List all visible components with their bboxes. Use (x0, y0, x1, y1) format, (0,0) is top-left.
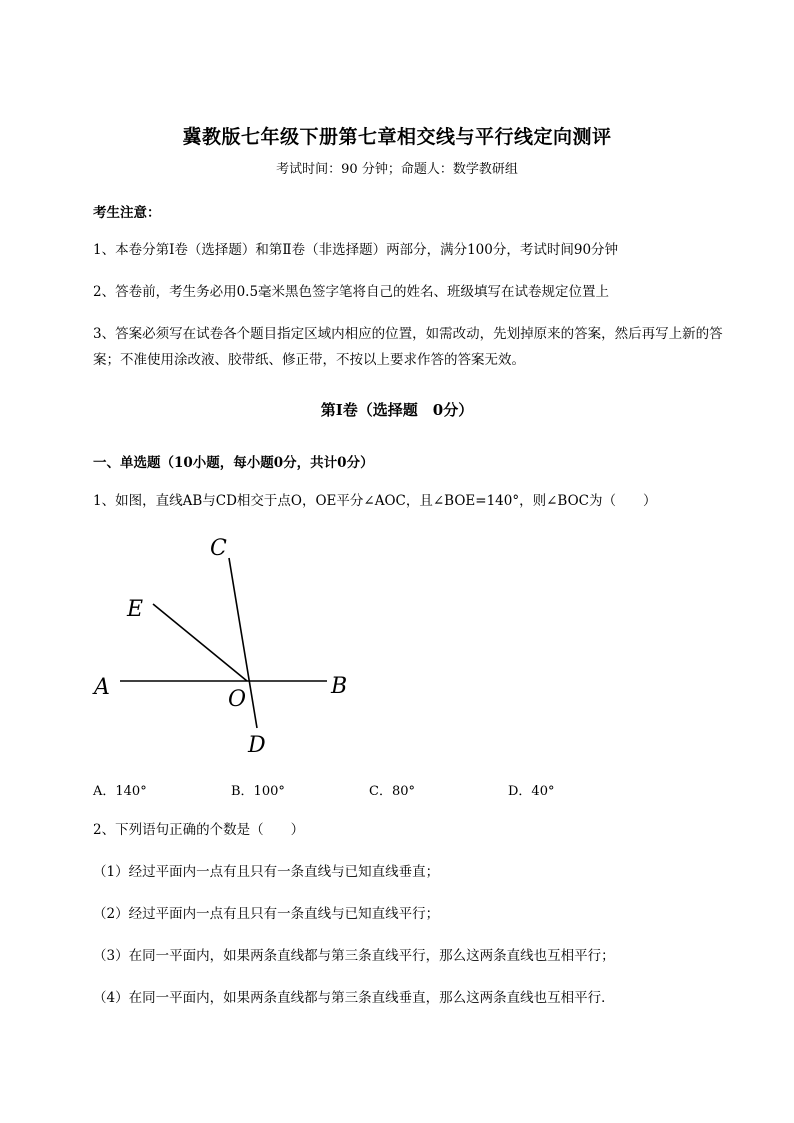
part-heading: 一、单选题（10小题，每小题0分，共计0分） (93, 455, 374, 471)
section-title: 第I卷（选择题 0分） (320, 401, 474, 419)
question-1-option-d: D．40° (508, 784, 555, 799)
question-2-statement-1: （1）经过平面内一点有且只有一条直线与已知直线垂直； (93, 864, 440, 880)
notice-heading: 考生注意： (93, 205, 161, 221)
notice-item-1: 1、本卷分第I卷（选择题）和第Ⅱ卷（非选择题）两部分，满分100分，考试时间90分钟 (93, 242, 619, 258)
question-2-statement-2: （2）经过平面内一点有且只有一条直线与已知直线平行； (93, 906, 440, 922)
question-1-option-b: B．100° (231, 784, 285, 799)
label-o: O (228, 687, 247, 712)
label-b: B (331, 674, 348, 699)
notice-item-2: 2、答卷前，考生务必用0.5毫米黑色签字笔将自己的姓名、班级填写在试卷规定位置上 (93, 284, 610, 300)
label-e: E (127, 597, 144, 622)
question-1-stem: 1、如图，直线AB与CD相交于点O，OE平分∠AOC，且∠BOE=140°，则∠BOC为（ ） (93, 493, 657, 509)
question-2-statement-3: （3）在同一平面内，如果两条直线都与第三条直线平行，那么这两条直线也互相平行； (93, 948, 615, 964)
exam-title: 冀教版七年级下册第七章相交线与平行线定向测评 (182, 126, 612, 148)
question-1-option-a: A．140° (93, 784, 147, 799)
label-c: C (210, 536, 227, 561)
question-2-statement-4: （4）在同一平面内，如果两条直线都与第三条直线垂直，那么这两条直线也互相平行． (93, 990, 615, 1006)
label-a: A (94, 675, 110, 700)
ray-oe (153, 604, 247, 681)
notice-item-3: 3、答案必须写在试卷各个题目指定区域内相应的位置，如需改动，先划掉原来的答案，然后再写上新的答案；不准使用涂改液、胶带纸、修正带，不按以上要求作答的答案无效。 (93, 326, 723, 368)
exam-subtitle: 考试时间：90 分钟；命题人：数学教研组 (276, 162, 518, 177)
question-2-stem: 2、下列语句正确的个数是（ ） (93, 822, 305, 838)
label-d: D (248, 733, 266, 758)
intersecting-lines-diagram (90, 530, 360, 760)
question-1-figure (90, 530, 360, 760)
question-1-option-c: C．80° (369, 784, 415, 799)
